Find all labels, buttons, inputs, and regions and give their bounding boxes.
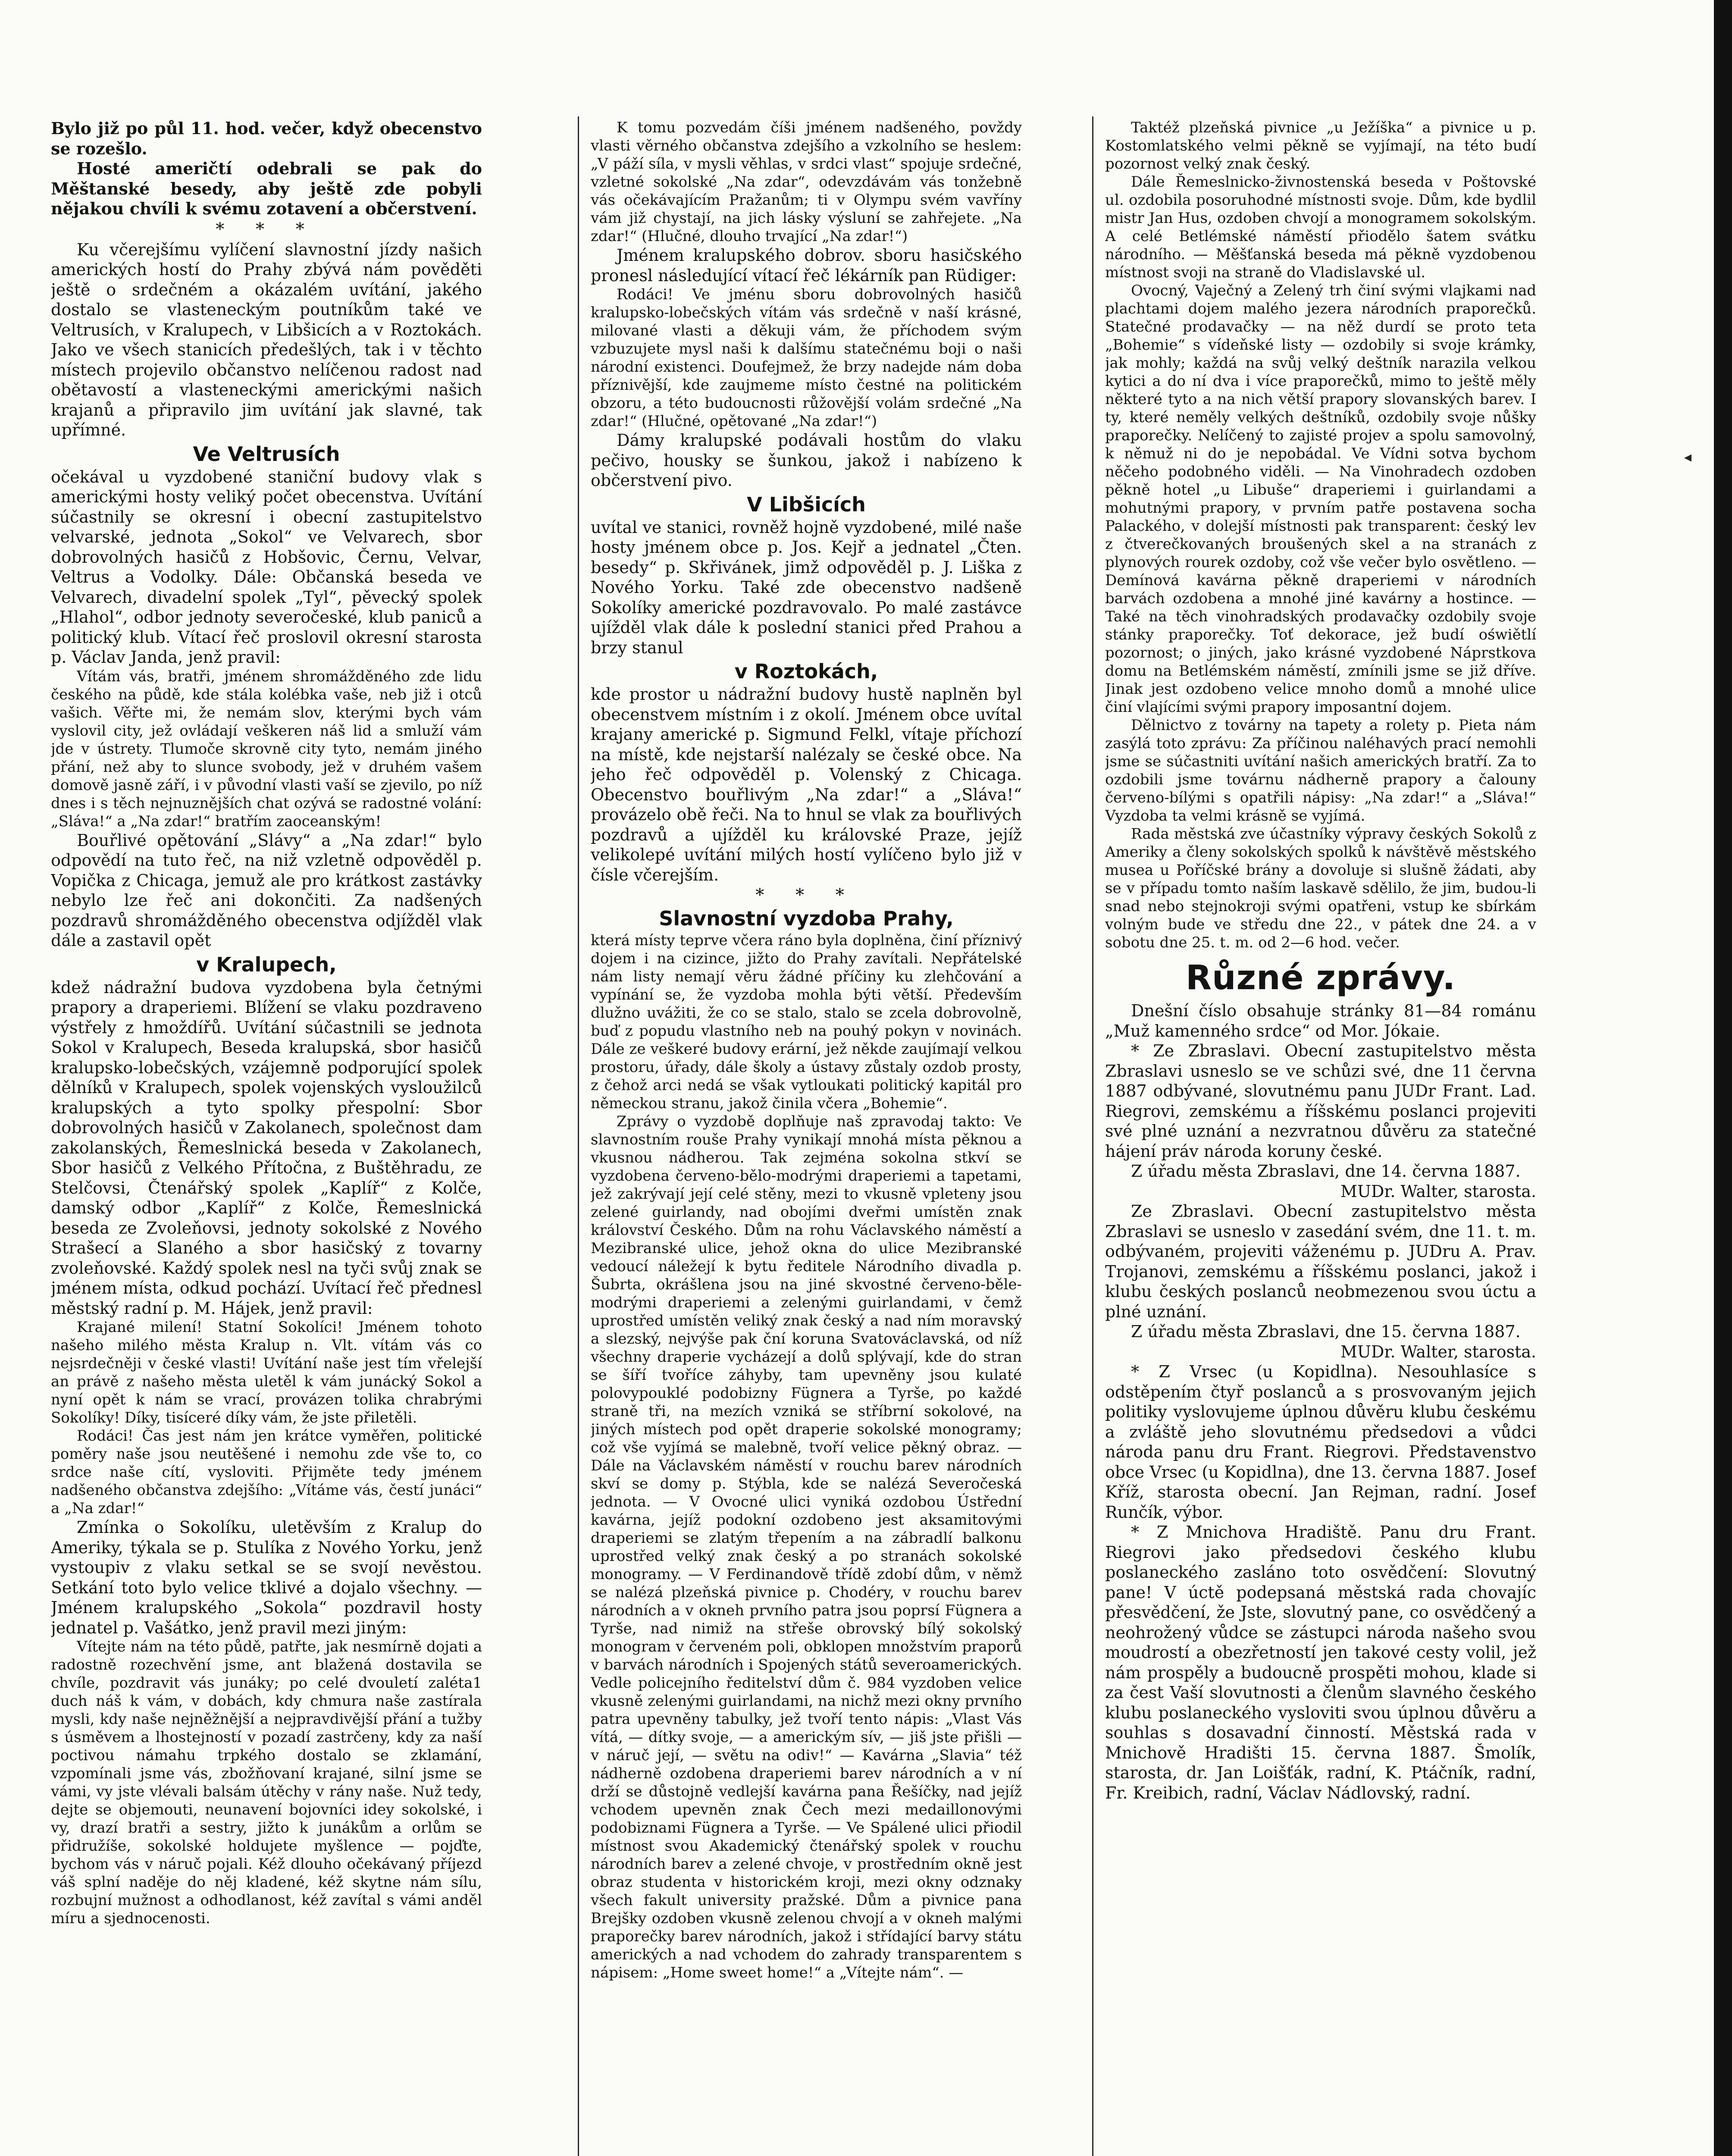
scan-edge-right <box>1714 0 1732 2156</box>
speech-paragraph: Krajané milení! Statní Sokolíci! Jménem tohoto našeho milého města Kralup n. Vlt. vítám vás co nejsrdečněji v české vlasti! Uvítání naše jest tím vřelejší an právě z našeho města uletěl k vám junácký Sokol a nyní opět k nám se vrací, provázen tolika chrabrými Sokolíky! Díky, tisíceré díky vám, že jste přiletěli. <box>51 1319 482 1426</box>
section-separator: * * * <box>755 885 857 905</box>
news-item: * Z Vrsec (u Kopidlna). Nesouhlasíce s odstěpením čtyř poslanců a s prosvovaným jejich politiky vyslovujeme úplnou důvěru klubu českému a zvláště jeho slovutnému předsedovi a vůdci národa panu dru Frant. Riegrovi. Představenstvo obce Vrsec (u Kopidlna), dne 13. června 1887. Josef Kříž, starosta obecní. Jan Rejman, radní. Josef Runčík, výbor. <box>1105 1362 1536 1522</box>
paragraph: Dále Řemeslnicko-živnostenská beseda v Poštovské ul. ozdobila posoruhodné místnosti svoje. Dům, kde bydlil mistr Jan Hus, ozdoben chvojí a monogramem sokolským. A celé Betlémské náměstí přiodělo šatem svátku národního. — Měšťanská beseda má pěkně vyzdobenou místnost svoji na straně do Vladislavské ul. <box>1105 173 1536 281</box>
section-heading-libsice: V Libšicích <box>747 492 866 516</box>
paragraph: kde prostor u nádražní budovy hustě naplněn byl obecenstvem místním i z okolí. Jménem obce uvítal krajany americké p. Sigmund Felkl, vítaje příchozí na místě, kde nejstarší nalézaly se české obce. Na jeho řeč odpověděl p. Volenský z Chicaga. Obecenstvo bouřlivým „Na zdar!“ a „Sláva!“ provázelo obě řeči. Na to hnul se vlak za bouřlivých pozdravů a ujížděl ku královské Praze, jejíž velikolepé uvítání milých hostí vylíčeno bylo již v čísle včerejším. <box>591 685 1022 884</box>
dateline: Z úřadu města Zbraslavi, dne 15. června 1887. <box>1131 1322 1521 1341</box>
news-item: * Ze Zbraslavi. Obecní zastupitelstvo města Zbraslavi usneslo se ve schůzi své, dne 11 června 1887 odbývané, slovutnému panu JUDr Frant. Lad. Riegrovi, zemskému a říšskému poslanci projeviti své plné uznání a nezvratnou důvěru za statečné hájení práv národa koruny české. <box>1105 1041 1536 1161</box>
section-heading-kralupy: v Kralupech, <box>196 953 337 976</box>
dateline: Z úřadu města Zbraslavi, dne 14. června 1887. <box>1131 1162 1521 1181</box>
paragraph: Dnešní číslo obsahuje stránky 81—84 románu „Muž kamenného srdce“ od Mor. Jókaie. <box>1105 1001 1536 1040</box>
speech-paragraph: Vítám vás, bratři, jménem shromážděného zde lidu českého na půdě, kde stála kolébka vaše, neb již i otců vašich. Věřte mi, že nemám slov, kterými bych vám vyslovil city, jež ovládají veškeren náš lid a smluží vám jde v ústrety. Tlumoče skrovně city tyto, nemám jiného přání, než aby to slunce svobody, jež v druhém vašem domově jasně září, i v původní vlasti vaší se zjevilo, po níž dnes i s těch nejnuznějších chat ozývá se radostné volání: „Sláva!“ a „Na zdar!“ bratřím zaoceanským! <box>51 667 482 830</box>
section-heading-vyzdoba: Slavnostní vyzdoba Prahy, <box>659 907 954 930</box>
paragraph: Jménem kralupského dobrov. sboru hasičského pronesl následující vítací řeč lékárník pan Rüdiger: <box>591 246 1022 285</box>
column-rule-1 <box>578 116 579 2156</box>
paragraph: očekával u vyzdobené staniční budovy vlak s americkými hosty veliký počet obecenstva. Uvítání súčastnily se okresní i obecní zastupitelstvo velvarské, jednota „Sokol“ ve Velvarech, sbor dobrovolných hasičů z Hobšovic, Černu, Velvar, Veltrus a Vodolky. Dále: Občanská beseda ve Velvarech, divadelní spolek „Tyl“, pěvecký spolek „Hlahol“, odbor jednoty severočeské, klub paniců a politický klub. Vítací řeč proslovil okresní starosta p. Václav Janda, jenž pravil: <box>51 467 482 667</box>
column-2 <box>591 119 1022 2156</box>
paragraph: Zprávy o vyzdobě doplňuje naš zpravodaj takto: Ve slavnostním rouše Prahy vynikají mnohá místa pěknou a vkusnou nádherou. Tak zejména sokolna stkví se vyzdobena červeno-bělo-modrými draperiemi a tapetami, jež zakrývají její celé stěny, mezi to vkusně vpleteny jsou zelené guirlandy, nad obojími dveřmi umístěn znak království Českého. Dům na rohu Václavského náměstí a Mezibranské ulice, jehož okna do ulice Mezibranské vedoucí náležejí k bytu ředitele Národního divadla p. Šubrta, okrášlena jsou na jiné skvostné červeno-běle-modrými draperiemi a zelenými guirlandami, v čemž uprostřed umístěn veliký znak český a nad ním moravský a slezský, nejvýše pak ční koruna Svatováclavská, od níž všechny draperie vycházejí a dolů splývají, kde do stran se šíří tvoříce záhyby, tam upevněny jsou kulaté polovypouklé podobizny Fügnera a Tyrše, po každé straně tři, na mezích vzniká se stříbrní sokolové, na jiných místech pod opět draperie sokolské monogramy; což vše vyjímá se malebně, tvoří velice pěkný obraz. — Dále na Václavském náměstí v rouchu barev národních skví se domy p. Stýbla, kde se nalézá Severočeská jednota. — V Ovocné ulici vyniká ozdobou Ústřední kavárna, jejíž podokní ozdobeno jest aksamitovými draperiemi se zlatým třepením a na zábradlí balkonu uprostřed velký znak český a po stranách sokolské monogramy. — V Ferdinandově třídě zdobí dům, v němž se nalézá plzeňská pivnice p. Chodéry, v rouchu barev národních a v okneh prvního patra jsou poprsí Fügnera a Tyrše, nad nimiž na střeše obrovský bílý sokolský monogram v červeném poli, obklopen množstvím praporů v barvách národních i Spojených států severoamerických. Vedle policejního ředitelství dům č. 984 vyzdoben velice vkusně zelenými guirlandami, na nichž mezi okny prvního patra upevněny tabulky, jež tvoří tento nápis: „Vlast Vás vítá, — dítky svoje, — a americkým sív, — jiš jste přišli — v náruč její, — světu na odiv!“ — Kavárna „Slavia“ též nádherně ozdobena draperiemi barev národních a v ní drží se důstojně vedlejší kavárna pana Řešíčky, nad jejíž vchodem upevněn znak Čech mezi medaillonovými podobiznami Fügnera a Tyrše. — Ve Spálené ulici přiodil místnost svou Akademický čtenářský spolek v rouchu národních barev a zelené chvoje, v prostředním okně jest obraz studenta v historickém kroji, mezi okny odznaky všech fakult university pražské. Dům a pivnice pana Brejšky ozdoben vkusně zelenou chvojí a v okneh malými praporečky barev národních, jakož i střídající barvy státu amerických a nad vchodem do zahrady transparentem s nápisem: „Home sweet home!“ a „Vítejte nám“. — <box>591 1113 1022 1981</box>
column-rule-2 <box>1092 116 1093 2156</box>
paragraph: Ovocný, Vaječný a Zelený trh činí svými vlajkami nad plachtami dojem malého jezera národních praporečků. Statečné prodavačky — na něž durdí se proto teta „Bohemie“ s vídeňské listy — ozdobily si svoje krámky, jak mohly; každá na svůj velký deštník narazila velkou kytici a do ní dva i více praporečků, mimo to ještě měly některé tyto a na nich větší prapory slovanských barev. I ty, které neměly velkých deštníků, ozdobily svoje nůšky praporečky. Nelíčený to zajisté projev a spolu samovolný, k němuž ni do je nepobádal. Ve Vídni sotva bychom něčeho podobného viděli. — Na Vinohradech ozdoben pěkně hotel „u Libuše“ draperiemi i guirlandami a mohutnými prapory, v prvním patře postavena socha Palackého, v dolejší místnosti pak transparent: český lev z čtverečkovaných broušených skel a na stranách z plynových rourek ozdoby, což vše večer bylo osvětleno. — Demínová kavárna pěkně draperiemi v národních barvách ozdobena a mnohé jiné kavárny a hostince. — Také na těch vinohradských prodavačky ozdobily svoje stánky praporečky. Toť dekorace, jež budí oświětlí pozornost; o jiných, jako krásné vyzdobené Náprstkova domu na Betlémském náměstí, zmínili jsme se již dříve. Jinak jest ozdobeno velice mnoho domů a mnohé ulice činí vlajícími svými prapory imposantní dojem. <box>1105 282 1536 716</box>
signature: MUDr. Walter, starosta. <box>1340 1342 1536 1361</box>
news-item: * Z Mnichova Hradiště. Panu dru Frant. Riegrovi jako předsedovi českého klubu poslaneckého zasláno toto osvědčení: Slovutný pane! V úctě podepsaná městská rada chovajíc přesvědčení, že Jste, slovutný pane, co osvědčený a neohrožený vůdce se zástupci národa našeho svou moudrostí a obezřetností jen takové cesty volil, jež nám prospěly a budoucně prospěti mohou, klade si za čest Vaší slovutnosti a členům slavného českého klubu poslaneckého vysloviti svou úplnou důvěru a souhlas s dosavadní činností. Městská rada v Mnichově Hradišti 15. června 1887. Šmolík, starosta, dr. Jan Loišťák, radní, K. Ptáčník, radní, Fr. Kreibich, radní, Václav Nádlovský, radní. <box>1105 1523 1536 1802</box>
section-separator: * * * <box>216 219 317 239</box>
paragraph: která místy teprve včera ráno byla doplněna, činí příznivý dojem i na cizince, jižto do Prahy zavítali. Nepřátelské nám listy nemají věru žádné příčiny ku zlehčování a vypínání se, že vyzdoba mohla býti větší. Především dlužno uvážiti, že co se stalo, stalo se zcela dobrovolně, buď z popudu vlastního neb na pouhý pokyn v novinách. Dále ze veškeré budovy erární, jež někde zaujímají velkou prostoru, úřady, dále školy a ústavy zůstaly ozdob prosty, z čehož arci nedá se však vytloukati politický kapitál pro německou stranu, jakož činila včera „Bohemie“. <box>591 932 1022 1112</box>
paragraph: Dámy kralupské podávali hostům do vlaku pečivo, housky se šunkou, jakož i nabízeno k občerstvení pivo. <box>591 431 1022 490</box>
paragraph: Bylo již po půl 11. hod. večer, když obecenstvo se rozešlo. <box>51 119 482 158</box>
margin-mark: ◂ <box>1684 448 1692 466</box>
signature: MUDr. Walter, starosta. <box>1340 1181 1536 1201</box>
paragraph: Zmínka o Sokolíku, uletěvším z Kralup do Ameriky, týkala se p. Stulíka z Nového Yorku, jenž vystoupiv z vlaku setkal se se svojí nevěstou. Setkání toto bylo velice tklivé a dojalo všechny. — Jménem kralupského „Sokola“ pozdravil hosty jednatel p. Vašátko, jenž pravil mezi jiným: <box>51 1518 482 1637</box>
paragraph: Taktéž plzeňská pivnice „u Ježíška“ a pivnice u p. Kostomlatského velmi pěkně se vyjímají, na této budí pozornost velký znak český. <box>1105 119 1536 172</box>
speech-paragraph: Vítejte nám na této půdě, patřte, jak nesmírně dojati a radostně rozechvění jsme, ant blažená dostavila se chvíle, pozdravit vás junáky; po celé dvouletí zaléta1 duch náš k vám, v dobách, kdy chmura naše zastírala mysli, kdy naše nejněžnější a nejpravdivější přání a tužby s úsměvem a lhostejností v pozadí zastrčeny, kdy za naší poctivou námahu trpkého dostalo se zklamání, vzpomínali jsme vás, zbožňovaní krajané, silní jsme se vámi, vy jste vlévali balsám útěchy v rány naše. Nuž tedy, dejte se objemouti, neunavení bojovníci idey sokolské, i vy, drazí bratři a sestry, jižto k junákům a orlům se přidružíše, sokolské holdujete myšlence — pojďte, bychom vás v náruč pojali. Kéž dlouho očekávaný příjezd váš splní naděje do něj kladené, kéž skytne nám sílu, rozbujní mužnost a odhodlanost, kéž zavítal s vámi anděl míru a sjednocenosti. <box>51 1638 482 1927</box>
column-1 <box>51 119 482 2156</box>
speech-paragraph: Rodáci! Čas jest nám jen krátce vyměřen, politické poměry naše jsou neutěšené i nemohu zde vše to, co srdce naše cítí, vysloviti. Přijměte tedy jménem nadšeného občanstva zdejšího: „Vítáme vás, čestí junáci“ a „Na zdar!“ <box>51 1427 482 1517</box>
section-heading-veltrusy: Ve Veltrusích <box>193 442 340 466</box>
section-heading-ruzne-zpravy: Různé zprávy. <box>1185 959 1456 997</box>
news-item: Ze Zbraslavi. Obecní zastupitelstvo města Zbraslavi se usneslo v zasedání svém, dne 11. t. m. odbývaném, projeviti váženému p. JUDru A. Prav. Trojanovi, zemskému a říšskému poslanci, jakož i klubu českých poslanců neobmezenou svou úctu a plné uznání. <box>1105 1202 1536 1321</box>
paragraph: Hosté američtí odebrali se pak do Měštanské besedy, aby ještě zde pobyli nějakou chvíli k svému zotavení a občerstvení. <box>51 159 482 218</box>
paragraph: kdež nádražní budova vyzdobena byla četnými prapory a draperiemi. Blížení se vlaku pozdraveno výstřely z hmoždířů. Uvítání súčastnili se jednota Sokol v Kralupech, Beseda kralupská, sbor hasičů kralupsko-lobečských, vzájemně podporující spolek dělníků v Kralupech, spolek vojenských vysloužilců kralupských a tyto spolky přespolní: Sbor dobrovolných hasičů v Zakolanech, společnost dam zakolanských, Řemeslnická beseda v Zakolanech, Sbor hasičů z Velkého Přítočna, z Buštěhradu, ze Stelčovsi, Čtenářský spolek „Kaplíř“ z Kolče, damský odbor „Kaplíř“ z Kolče, Řemeslnická beseda ze Zvoleňovsi, jednoty sokolské z Nového Strašecí a Slaného a sbor hasičský z tovarny zvoleňovské. Každý spolek nesl na tyči svůj znak se jménem místa, odkud pochází. Uvítací řeč přednesl městský radní p. M. Hájek, jenž pravil: <box>51 978 482 1318</box>
speech-paragraph: K tomu pozvedám číši jménem nadšeného, povždy vlasti věrného občanstva zdejšího a vzkolního se heslem: „V páží síla, v mysli věhlas, v srdci vlast“ spojuje srdečné, vzletné sokolské „Na zdar“, odevzdávám vás tonžebně vás očekávajícím Pražanům; ti v Olympu svém vavříny vám již chystají, na jich lásky výsluní se zahřejete. „Na zdar!“ (Hlučné, dlouho trvající „Na zdar!“) <box>591 119 1022 245</box>
paragraph: Bouřlivé opětování „Slávy“ a „Na zdar!“ bylo odpovědí na tuto řeč, na niž vzletně odpověděl p. Vopička z Chicaga, jemuž ale pro krátkost zastávky nebylo lze řeč ani dokončiti. Za nadšených pozdravů shromážděného obecenstva odjížděl vlak dále a zastavil opět <box>51 830 482 950</box>
column-3 <box>1105 119 1536 2156</box>
section-heading-roztoky: v Roztokách, <box>734 660 878 683</box>
speech-paragraph: Rodáci! Ve jménu sboru dobrovolných hasičů kralupsko-lobečských vítám vás srdečně v naší krásné, milované vlasti a děkuji vám, že příchodem svým vzbuzujete mysl naši k dalšímu statečnému boji o naši národní existenci. Doufejmež, že brzy nadejde nám doba příznivější, kde zaujmeme místo čestné na politickém obzoru, a této budoucnosti růžovější volám srdečné „Na zdar!“ (Hlučné, opětované „Na zdar!“) <box>591 286 1022 430</box>
paragraph: Ku včerejšímu vylíčení slavnostní jízdy našich amerických hostí do Prahy zbývá nám pověděti ještě o srdečném a okázalém uvítání, jakého dostalo se vlasteneckým poutníkům také ve Veltrusích, v Kralupech, v Libšicích a v Roztokách. Jako ve všech stanicích předešlých, tak i v těchto místech projevilo občanstvo nelíčenou radost nad obětavostí a vlasteneckými americkými našich krajanů a připravilo jim uvítání jak slavné, tak upřímné. <box>51 240 482 439</box>
announcement: Rada městská zve účastníky výpravy českých Sokolů z Ameriky a členy sokolských spolků k návštěvě městského musea u Poříčské brány a dovoluje si slušně žádati, aby se v případu tomto naším laskavě sdělilo, že jim, budou-li snad nebo stejnokroji svými opatřeni, vstup ke sbírkám volným bude ve středu dne 22., v pátek dne 24. a v sobotu dne 25. t. m. od 2—6 hod. večer. <box>1105 825 1536 951</box>
paragraph: Dělnictvo z továrny na tapety a rolety p. Pieta nám zasýlá toto zprávu: Za příčinou naléhavých prací nemohli jsme se súčastniti uvítání našich amerických bratří. Za to ozdobili jsme továrnu nádherně prapory a čalouny červeno-bílými s opatřili nápisy: „Na zdar!“ a „Sláva!“ Vyzdoba ta velmi krásně se vyjímá. <box>1105 717 1536 824</box>
paragraph: uvítal ve stanici, rovněž hojně vyzdobené, milé naše hosty jménem obce p. Jos. Kejř a jednatel „Čten. besedy“ p. Skřivánek, jimž odpověděl p. J. Liška z Nového Yorku. Také zde obecenstvo nadšeně Sokolíky americké pozdravovalo. Po malé zastávce ujížděl vlak dále k poslední stanici před Prahou a brzy stanul <box>591 517 1022 657</box>
